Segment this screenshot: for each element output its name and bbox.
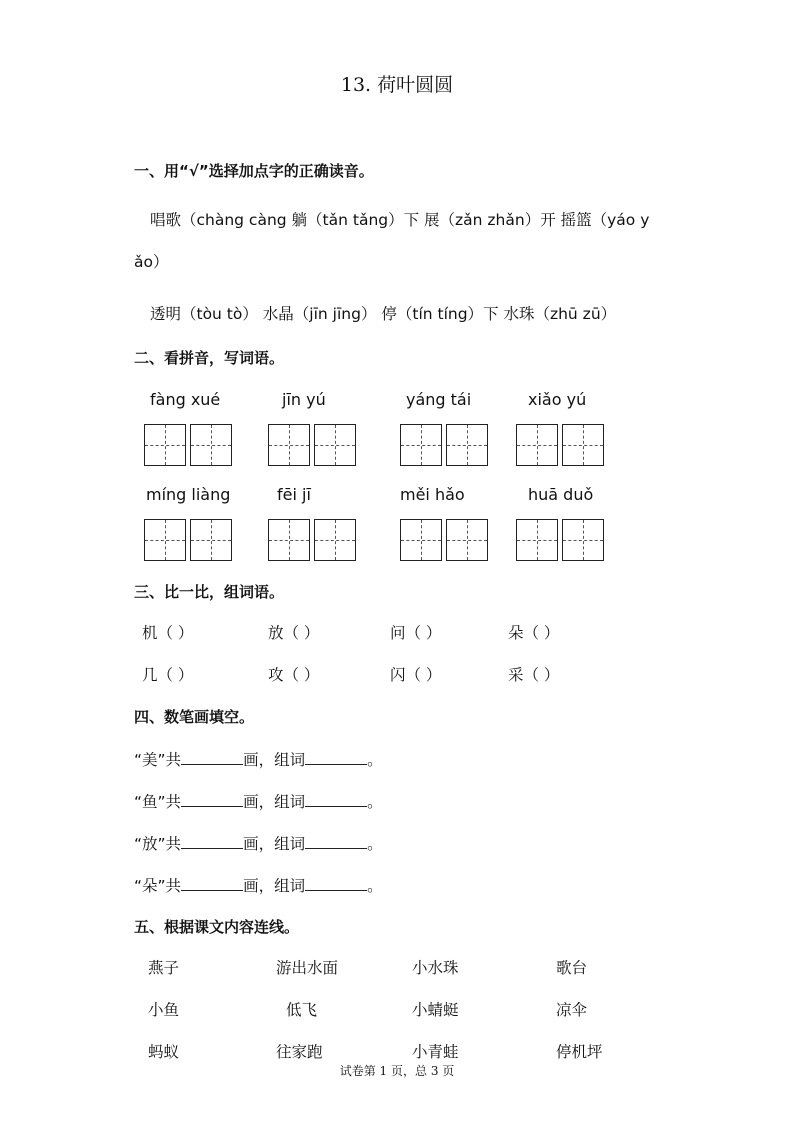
match-item[interactable]: 凉伞 xyxy=(556,1001,588,1019)
writing-grid[interactable] xyxy=(400,424,486,466)
grid-cell[interactable] xyxy=(268,519,310,561)
match-item[interactable]: 小蜻蜓 xyxy=(412,1001,459,1019)
match-item[interactable]: 蚂蚁 xyxy=(148,1043,180,1061)
pinyin-label: míng liàng xyxy=(146,485,231,504)
page-title: 13. 荷叶圆圆 xyxy=(340,74,454,96)
grid-cell[interactable] xyxy=(314,519,356,561)
stroke-char: “鱼”共 xyxy=(134,793,182,811)
stroke-blank[interactable] xyxy=(181,792,243,807)
stroke-end: 。 xyxy=(367,835,383,853)
word-blank[interactable] xyxy=(305,876,367,891)
compare-item: 机（ ） xyxy=(142,624,194,642)
grid-cell[interactable] xyxy=(314,424,356,466)
match-item[interactable]: 低飞 xyxy=(286,1001,318,1019)
compare-item: 朵（ ） xyxy=(508,624,560,642)
grid-cell[interactable] xyxy=(190,424,232,466)
word-blank[interactable] xyxy=(305,834,367,849)
writing-grid[interactable] xyxy=(516,424,602,466)
stroke-question xyxy=(134,832,383,854)
stroke-mid: 画，组词 xyxy=(243,877,306,895)
match-item[interactable]: 燕子 xyxy=(148,959,180,977)
s1-row1: 唱歌（chàng càng 躺（tǎn tǎng）下 展（zǎn zhǎn）开 摇篮（yáo y xyxy=(150,211,650,229)
writing-grid[interactable] xyxy=(268,519,354,561)
grid-cell[interactable] xyxy=(400,519,442,561)
compare-item: 放（ ） xyxy=(268,624,320,642)
section-3-heading: 三、比一比，组词语。 xyxy=(134,583,285,601)
section-2-heading: 二、看拼音，写词语。 xyxy=(134,349,285,367)
stroke-mid: 画，组词 xyxy=(243,751,306,769)
compare-item: 问（ ） xyxy=(390,624,442,642)
s1-row2: 透明（tòu tò） 水晶（jīn jīng） 停（tín tíng）下 水珠（zhū zū） xyxy=(150,305,617,323)
pinyin-label: huā duǒ xyxy=(528,485,594,504)
match-item[interactable]: 小水珠 xyxy=(412,959,459,977)
writing-grid[interactable] xyxy=(144,424,230,466)
page-footer: 试卷第 1 页，总 3 页 xyxy=(339,1064,455,1078)
stroke-question xyxy=(134,874,383,896)
compare-item: 闪（ ） xyxy=(390,666,442,684)
pinyin-label: měi hǎo xyxy=(400,485,465,504)
stroke-question xyxy=(134,748,383,770)
pinyin-label: jīn yú xyxy=(282,390,326,409)
grid-cell[interactable] xyxy=(400,424,442,466)
stroke-mid: 画，组词 xyxy=(243,835,306,853)
grid-cell[interactable] xyxy=(268,424,310,466)
stroke-char: “朵”共 xyxy=(134,877,182,895)
stroke-end: 。 xyxy=(367,877,383,895)
match-item[interactable]: 小青蛙 xyxy=(412,1043,459,1061)
grid-cell[interactable] xyxy=(516,424,558,466)
stroke-blank[interactable] xyxy=(181,750,243,765)
grid-cell[interactable] xyxy=(516,519,558,561)
pinyin-label: yáng tái xyxy=(406,390,472,409)
stroke-char: “放”共 xyxy=(134,835,182,853)
stroke-mid: 画，组词 xyxy=(243,793,306,811)
writing-grid[interactable] xyxy=(268,424,354,466)
grid-cell[interactable] xyxy=(190,519,232,561)
grid-cell[interactable] xyxy=(562,424,604,466)
section-1-heading: 一、用“√”选择加点字的正确读音。 xyxy=(134,162,374,180)
grid-cell[interactable] xyxy=(144,519,186,561)
compare-item: 攻（ ） xyxy=(268,666,320,684)
writing-grid[interactable] xyxy=(400,519,486,561)
grid-cell[interactable] xyxy=(446,424,488,466)
compare-item: 采（ ） xyxy=(508,666,560,684)
word-blank[interactable] xyxy=(305,750,367,765)
grid-cell[interactable] xyxy=(446,519,488,561)
stroke-question xyxy=(134,790,383,812)
match-item[interactable]: 往家跑 xyxy=(276,1043,323,1061)
writing-grid[interactable] xyxy=(144,519,230,561)
stroke-end: 。 xyxy=(367,751,383,769)
stroke-end: 。 xyxy=(367,793,383,811)
match-item[interactable]: 歌台 xyxy=(556,959,588,977)
match-item[interactable]: 停机坪 xyxy=(556,1043,603,1061)
pinyin-label: fēi jī xyxy=(277,485,311,504)
grid-cell[interactable] xyxy=(144,424,186,466)
pinyin-label: fàng xué xyxy=(150,390,221,409)
match-item[interactable]: 游出水面 xyxy=(276,959,339,977)
match-item[interactable]: 小鱼 xyxy=(148,1001,180,1019)
stroke-blank[interactable] xyxy=(181,876,243,891)
section-5-heading: 五、根据课文内容连线。 xyxy=(134,918,300,936)
word-blank[interactable] xyxy=(305,792,367,807)
s1-row1-cont: ǎo） xyxy=(134,253,169,271)
pinyin-label: xiǎo yú xyxy=(528,390,587,409)
section-4-heading: 四、数笔画填空。 xyxy=(134,708,255,726)
stroke-char: “美”共 xyxy=(134,751,182,769)
grid-cell[interactable] xyxy=(562,519,604,561)
compare-item: 几（ ） xyxy=(142,666,194,684)
writing-grid[interactable] xyxy=(516,519,602,561)
stroke-blank[interactable] xyxy=(181,834,243,849)
